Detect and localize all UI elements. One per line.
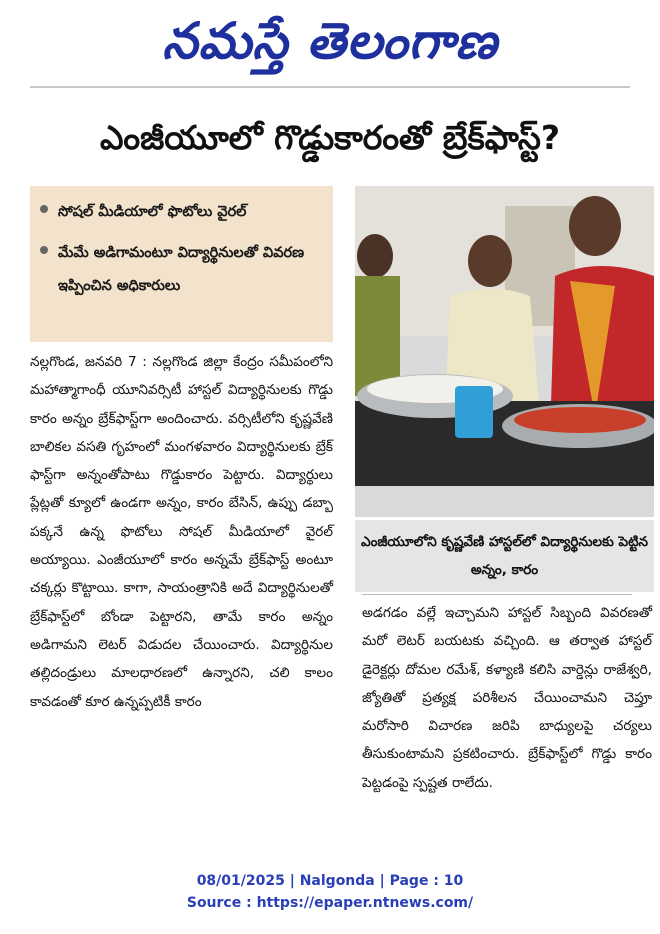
- highlight-text: సోషల్ మీడియాలో ఫొటోలు వైరల్: [58, 204, 247, 220]
- highlight-text: మేమే అడిగామంటూ విద్యార్థినులతో వివరణ ఇప్పించిన అధికారులు: [58, 245, 305, 294]
- article-body-right-column: అడగడం వల్లే ఇచ్చామని హాస్టల్ సిబ్బంది వివరణతో మరో లెటర్ బయటకు వచ్చింది. ఆ తర్వాత హాస్టల్ డైరెక్టర్లు దోమల రమేశ్, కళ్యాణి కలిసి వార్డెన్లు రాజేశ్వరి, జ్యోతితో ప్రత్యక్ష పరిశీలన చేయించామని చెప్తూ మరోసారి విచారణ జరిపి బాధ్యులపై చర్యలు తీసుకుంటామని ప్రకటించారు. బ్రేక్‌ఫాస్ట్‌లో గొడ్డు కారం పెట్టడంపై స్పష్టత రాలేదు.: [362, 605, 652, 791]
- kitchen-photo-illustration: [355, 186, 654, 517]
- highlight-item: [40, 196, 325, 229]
- article-headline: ఎంజీయూలో గొడ్డుకారంతో బ్రేక్‌ఫాస్ట్?: [99, 118, 561, 157]
- article-body-left-column: నల్లగొండ, జనవరి 7 : నల్లగొండ జిల్లా కేంద్రం సమీపంలోని మహాత్మాగాంధీ యూనివర్సిటీ హాస్టల్ విద్యార్థినులకు గొడ్డు కారం అన్నం బ్రేక్‌ఫాస్ట్‌గా అందించారు. వర్సిటీలోని కృష్ణవేణి బాలికల వసతి గృహంలో మంగళవారం విద్యార్థినులకు బ్రేక్ ఫాస్ట్‌గా అన్నంతోపాటు గొడ్డుకారం పెట్టారు. విద్యార్థులు ప్లేట్లతో క్యూలో ఉండగా అన్నం, కారం బేసిన్, ఉప్పు డబ్బా పక్కనే ఉన్న ఫొటోలు సోషల్ మీడియాలో వైరల్ అయ్యాయి. ఎంజీయూలో కారం అన్నమే బ్రేక్‌ఫాస్ట్ అంటూ చక్కర్లు కొట్టాయి. కాగా, సాయంత్రానికి అదే విద్యార్థినులతో బ్రేక్‌ఫాస్ట్‌లో బోండా పెట్టారని, తామే కారం అన్నం అడిగామని లెటర్ విడుదల చేయించారు. విద్యార్థినుల తల్లిదండ్రులు మాలధారణలో ఉన్నారని, చలి కాలం కావడంతో కూర ఉన్నప్పటికీ కారం: [30, 354, 333, 710]
- bullet-icon: [40, 246, 48, 254]
- photo-caption: ఎంజీయూలోని కృష్ణవేణి హాస్టల్‌లో విద్యార్థినులకు పెట్టిన అన్నం, కారం: [355, 520, 654, 592]
- highlights-box: [30, 186, 333, 342]
- bullet-icon: [40, 205, 48, 213]
- news-photo: [355, 186, 654, 517]
- highlight-item: [40, 237, 325, 303]
- footer-source-link[interactable]: Source : https://epaper.ntnews.com/: [186, 895, 474, 911]
- page-footer: [0, 870, 660, 914]
- footer-edition-info: 08/01/2025 | Nalgonda | Page : 10: [196, 873, 464, 889]
- newspaper-masthead: [0, 6, 660, 76]
- caption-divider: [362, 594, 632, 595]
- top-divider: [30, 86, 630, 88]
- masthead-title: నమస్తే తెలంగాణ: [162, 12, 498, 70]
